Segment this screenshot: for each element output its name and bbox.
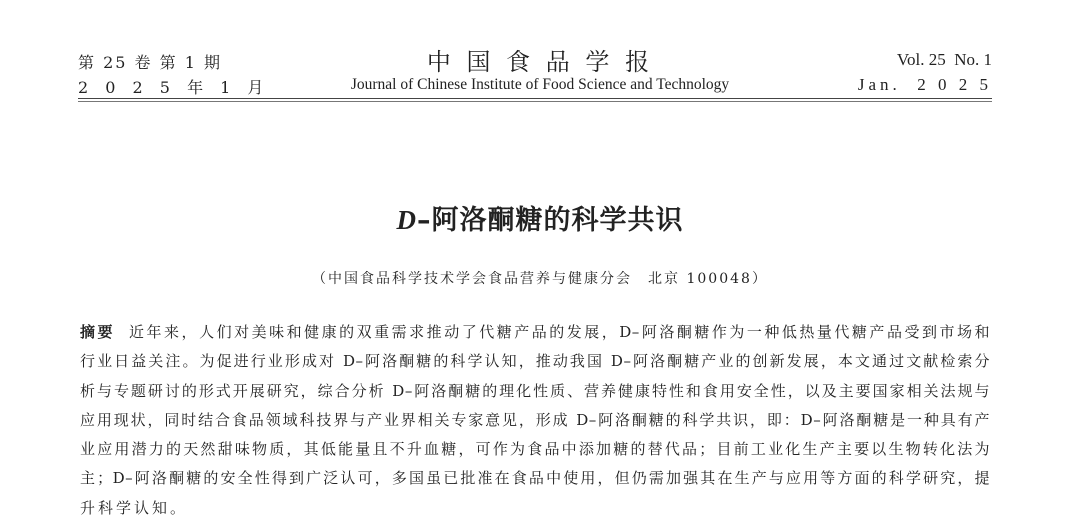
abstract-line [80,318,990,347]
volume-issue-en: Vol. 25 No. 1 [896,50,992,69]
journal-title-en: Journal of Chinese Institute of Food Science and Technology [350,76,730,93]
title-prefix: D [396,205,417,235]
article-title [0,198,1080,237]
date-cn: 2 0 2 5 年 1 月 [78,78,270,97]
abstract-line-text: 近年来，人们对美味和健康的双重需求推动了代糖产品的发展，D–阿洛酮糖作为一种低热量代糖产品受到市场和 [129,323,990,341]
date-en: Jan. 2 0 2 5 [857,75,992,94]
abstract-label: 摘要 [80,323,116,341]
header-rule [78,98,992,102]
abstract-line: 析与专题研讨的形式开展研究，综合分析 D–阿洛酮糖的理化性质、营养健康特性和食用安全性，以及主要国家相关法规与 [80,381,990,400]
journal-title-cn: 中 国 食 品 学 报 [426,48,654,76]
volume-issue-cn: 第 25 卷 第 1 期 [78,53,222,72]
abstract-line: 行业日益关注。为促进行业形成对 D–阿洛酮糖的科学认知，推动我国 D–阿洛酮糖产业的创新发展，本文通过文献检索分 [80,352,990,371]
abstract-line: 升科学认知。 [80,498,189,517]
affiliation: （中国食品科学技术学会食品营养与健康分会 北京 100048） [312,271,768,287]
abstract-line: 主；D–阿洛酮糖的安全性得到广泛认可，多国虽已批准在食品中使用，但仍需加强其在生产与应用等方面的科学研究，提 [80,469,990,488]
abstract-line: 业应用潜力的天然甜味物质，其低能量且不升血糖，可作为食品中添加糖的替代品；目前工业化生产主要以生物转化法为 [80,440,990,459]
title-text: –阿洛酮糖的科学共识 [417,205,684,236]
abstract-line: 应用现状，同时结合食品领域科技界与产业界相关专家意见，形成 D–阿洛酮糖的科学共识，即：D–阿洛酮糖是一种具有产 [80,410,990,429]
abstract [80,318,990,523]
